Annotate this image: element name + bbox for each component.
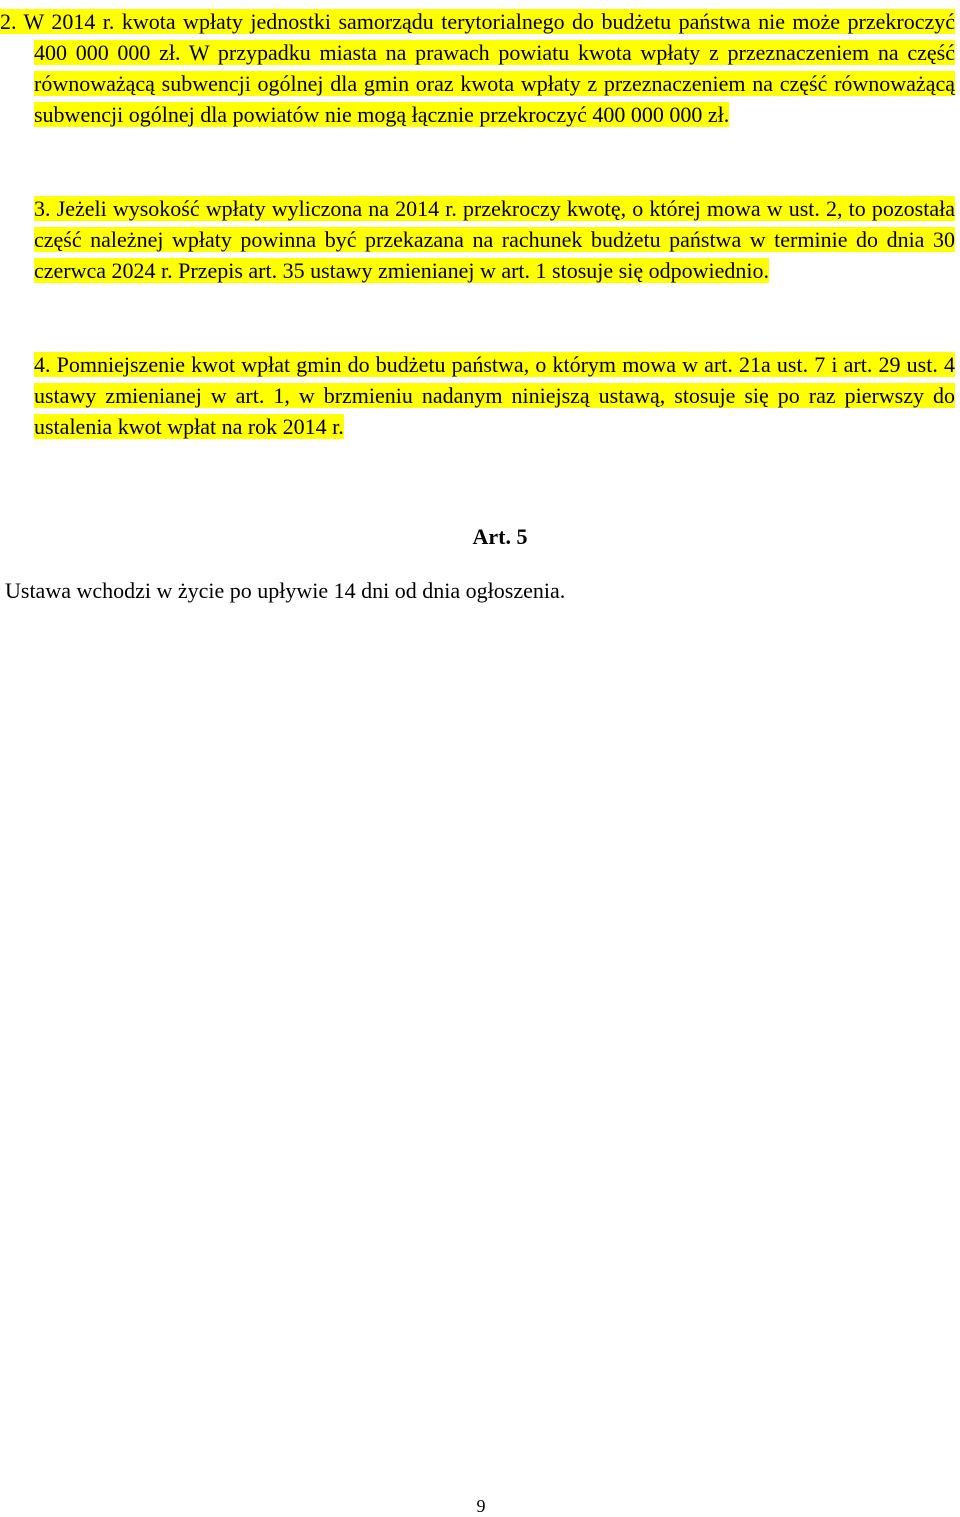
paragraph-4 <box>34 349 955 442</box>
paragraph-3-text: 3. Jeżeli wysokość wpłaty wyliczona na 2014 r. przekroczy kwotę, o której mowa w ust. 2, to pozostała część należnej wpłaty powinna być przekazana na rachunek budżetu państwa w terminie do dnia 30 czerwca 2024 r. Przepis art. 35 ustawy zmienianej w art. 1 stosuje się odpowiednio. <box>34 196 955 283</box>
article-body: Ustawa wchodzi w życie po upływie 14 dni od dnia ogłoszenia. <box>5 578 566 603</box>
paragraph-2 <box>0 6 955 130</box>
article-heading-text: Art. 5 <box>472 524 528 549</box>
article-heading <box>0 522 960 552</box>
page-number <box>0 1495 960 1517</box>
paragraph-2-text: 2. W 2014 r. kwota wpłaty jednostki samorządu terytorialnego do budżetu państwa nie może przekroczyć 400 000 000 zł. W przypadku miasta na prawach powiatu kwota wpłaty z przeznaczeniem na część równoważącą subwencji ogólnej dla gmin oraz kwota wpłaty z przeznaczeniem na część równoważącą subwencji ogólnej dla powiatów nie mogą łącznie przekroczyć 400 000 000 zł. <box>0 9 955 127</box>
page-number-text: 9 <box>476 1496 486 1516</box>
paragraph-3 <box>34 193 955 286</box>
paragraph-4-text: 4. Pomniejszenie kwot wpłat gmin do budżetu państwa, o którym mowa w art. 21a ust. 7 i art. 29 ust. 4 ustawy zmienianej w art. 1, w brzmieniu nadanym niniejszą ustawą, stosuje się po raz pierwszy do ustalenia kwot wpłat na rok 2014 r. <box>34 352 955 439</box>
